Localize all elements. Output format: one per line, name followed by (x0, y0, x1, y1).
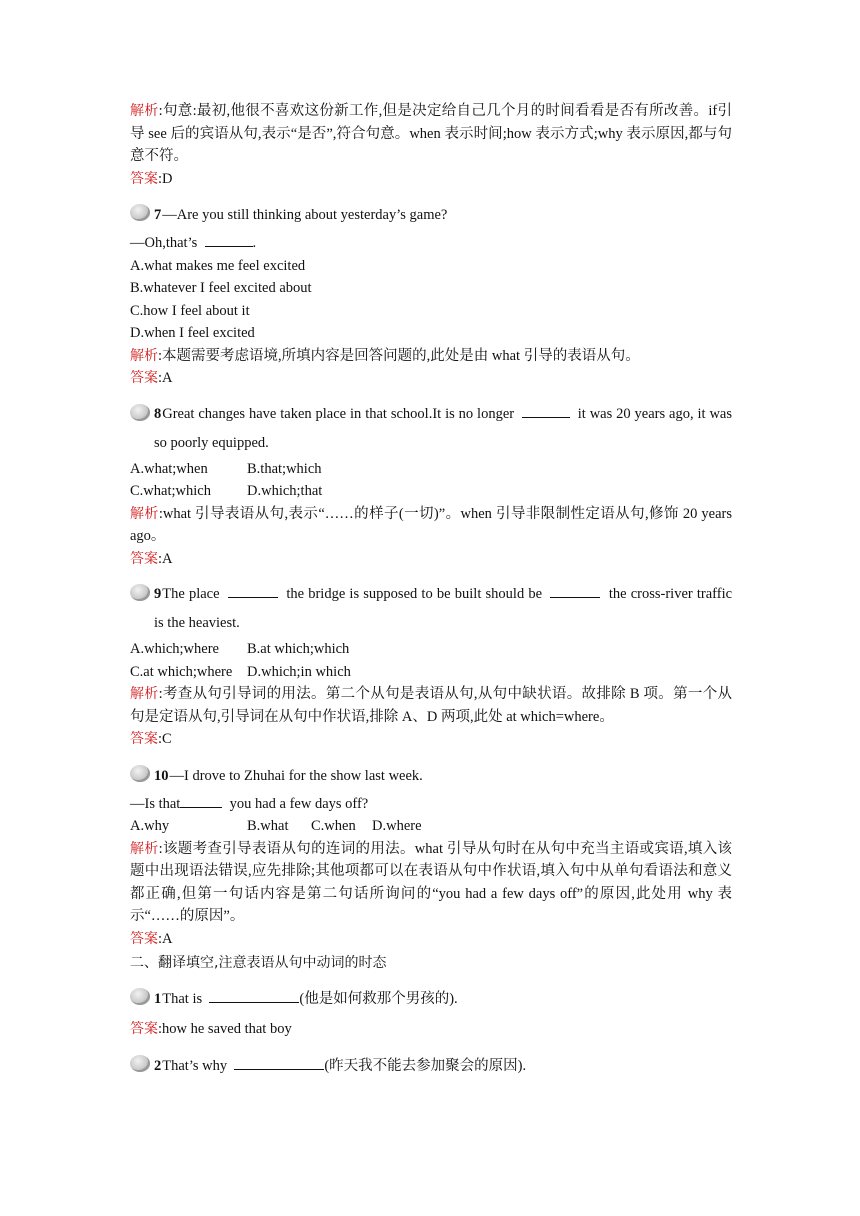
option-a: A.which;where (130, 641, 219, 657)
analysis-text: :what 引导表语从句,表示“……的样子(一切)”。when 引导非限制性定语从句,修饰 20 years ago。 (130, 505, 732, 544)
option-c: C.what;which (130, 483, 211, 499)
question-number: 8 (154, 405, 162, 422)
question-bullet-icon (130, 204, 150, 221)
answer-blank-2 (550, 585, 600, 598)
answer-text: :A (158, 930, 173, 947)
option-d: D.which;in which (247, 663, 351, 680)
answer-label: 答案 (130, 930, 158, 947)
analysis-label: 解析 (130, 347, 158, 364)
q8-answer (130, 548, 732, 571)
q10-line2 (130, 793, 732, 816)
analysis-text: :考查从句引导词的用法。第二个从句是表语从句,从句中缺状语。故排除 B 项。第一个从句是定语从句,引导词在从句中作状语,排除 A、D 两项,此处 at which=where。 (130, 686, 733, 725)
answer-blank (180, 795, 222, 808)
question-number: 7 (154, 207, 162, 223)
question-8 (130, 404, 732, 458)
q7-answer (130, 367, 732, 390)
q8-analysis (130, 503, 732, 548)
question-number: 10 (154, 767, 169, 784)
exercise-content (130, 100, 732, 1077)
option-a: A.what;when (130, 460, 208, 477)
q6-analysis (130, 100, 732, 168)
answer-text: :A (158, 370, 173, 386)
option-b: B.whatever I feel excited about (130, 280, 312, 296)
question-number: 2 (154, 1057, 162, 1074)
question-7 (130, 204, 732, 226)
answer-blank (522, 405, 570, 418)
question-stem (154, 988, 732, 1010)
question-bullet-icon (130, 765, 150, 782)
stem-text-b: (他是如何救那个男孩的). (299, 991, 458, 1007)
line-text-end: . (252, 235, 257, 251)
answer-text: :D (158, 170, 173, 187)
q6-answer (130, 168, 732, 191)
analysis-label: 解析 (130, 840, 159, 857)
answer-blank-1 (228, 585, 278, 598)
answer-label: 答案 (130, 731, 158, 747)
option-a: A.why (130, 818, 170, 834)
answer-text: :C (158, 731, 172, 747)
question-number: 1 (154, 991, 162, 1007)
question-bullet-icon (130, 584, 150, 601)
stem-text-b: (昨天我不能去参加聚会的原因). (324, 1057, 527, 1074)
q8-options-row2 (130, 480, 732, 503)
answer-label: 答案 (130, 170, 158, 187)
answer-label: 答案 (130, 550, 158, 567)
question-stem (154, 1055, 732, 1077)
answer-label: 答案 (130, 1021, 158, 1037)
q9-options-row2 (130, 661, 732, 684)
q9-answer (130, 728, 732, 751)
stem-text-a: That’s why (162, 1057, 228, 1074)
stem-text-a: The place (162, 586, 220, 602)
q7-analysis (130, 345, 732, 368)
stem-text-b: the bridge is supposed to be built should be (286, 586, 543, 602)
t1-answer (130, 1018, 732, 1041)
option-d: D.where (372, 818, 422, 834)
option-c: C.when (311, 818, 356, 834)
analysis-text: :该题考查引导表语从句的连词的用法。what 引导从句时在从句中充当主语或宾语,填入该题中出现语法错误,应先排除;其他项都可以在表语从句中作状语,填入句中从单句看语法和意义都正确,但第一句话内容是第二句话所询问的“you had a few days off”的原因,此处用 why 表示“……的原因”。 (130, 840, 733, 924)
stem-text: —I drove to Zhuhai for the show last week. (169, 767, 423, 784)
analysis-label: 解析 (130, 505, 159, 522)
option-b: B.at which;which (247, 641, 350, 657)
translation-2 (130, 1055, 732, 1077)
option-b: B.what (247, 818, 289, 834)
answer-text: :A (158, 550, 173, 567)
question-10 (130, 765, 732, 787)
line-text-end: you had a few days off? (229, 795, 369, 812)
stem-text-a: Great changes have taken place in that school.It is no longer (162, 405, 515, 422)
stem-text-a: That is (162, 991, 203, 1007)
analysis-text: :本题需要考虑语境,所填内容是回答问题的,此处是由 what 引导的表语从句。 (158, 347, 640, 364)
section-heading: 二、翻译填空,注意表语从句中动词的时态 (130, 955, 387, 971)
analysis-label: 解析 (130, 103, 159, 119)
answer-blank (234, 1057, 324, 1070)
option-c: C.at which;where (130, 663, 233, 680)
answer-text: :how he saved that boy (158, 1021, 292, 1037)
question-bullet-icon (130, 988, 150, 1005)
q9-analysis (130, 683, 732, 728)
question-stem (154, 765, 732, 787)
stem-text-b: it was 20 years ago, it was so poorly equipped. (154, 405, 733, 451)
q10-options (130, 815, 732, 838)
answer-label: 答案 (130, 370, 158, 386)
option-a: A.what makes me feel excited (130, 257, 306, 274)
question-bullet-icon (130, 1055, 150, 1072)
question-stem (154, 204, 732, 226)
option-d: D.when I feel excited (130, 325, 255, 341)
answer-blank (205, 234, 253, 247)
question-stem (154, 400, 732, 458)
analysis-label: 解析 (130, 686, 159, 702)
option-c: C.how I feel about it (130, 302, 250, 319)
question-stem (154, 580, 732, 638)
answer-blank (209, 990, 299, 1003)
option-d: D.which;that (247, 483, 323, 499)
q8-options-row1 (130, 458, 732, 481)
stem-text: —Are you still thinking about yesterday’s game? (162, 207, 448, 223)
q9-options-row1 (130, 638, 732, 661)
question-bullet-icon (130, 404, 150, 421)
q7-line2 (130, 232, 732, 255)
question-9 (130, 584, 732, 638)
translation-1 (130, 988, 732, 1010)
stem-text-c: the cross-river traffic is the heaviest. (154, 586, 733, 631)
option-b: B.that;which (247, 460, 322, 477)
q10-analysis (130, 838, 732, 928)
line-text: —Is that (130, 795, 181, 812)
question-number: 9 (154, 586, 162, 602)
q10-answer (130, 928, 732, 951)
analysis-text: :句意:最初,他很不喜欢这份新工作,但是决定给自己几个月的时间看看是否有所改善。if引导 see 后的宾语从句,表示“是否”,符合句意。when 表示时间;how 表示方式;why 表示原因,都与句意不符。 (130, 103, 732, 164)
line-text: —Oh,that’s (130, 235, 198, 251)
